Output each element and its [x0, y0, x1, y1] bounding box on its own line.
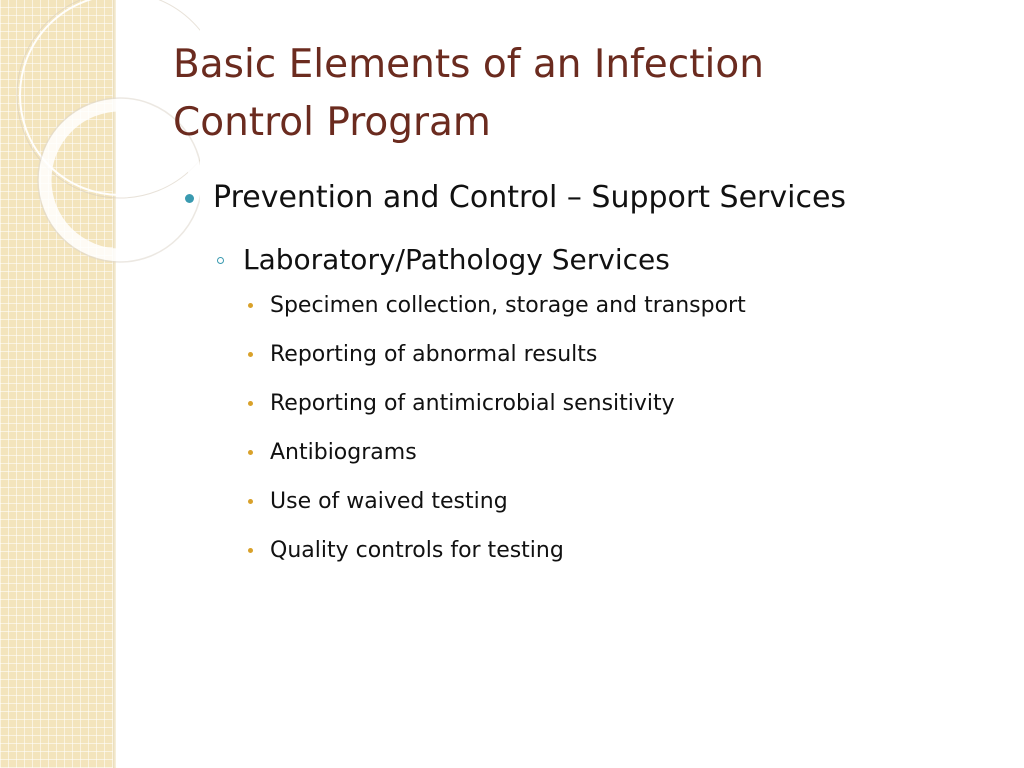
list-item [185, 288, 965, 337]
list-item [185, 533, 965, 582]
bullet-level3-list [185, 288, 965, 582]
bullet-level2-item [185, 238, 965, 282]
title-line-1: Basic Elements of an Infection [173, 42, 764, 87]
small-dot-icon [248, 548, 253, 553]
list-item-text: Quality controls for testing [270, 538, 564, 563]
list-item-text: Specimen collection, storage and transport [270, 293, 746, 318]
list-item [185, 386, 965, 435]
bullet-level2-text: Laboratory/Pathology Services [243, 243, 670, 276]
small-dot-icon [248, 450, 253, 455]
decorative-side-band [0, 0, 113, 768]
list-item-text: Antibiograms [270, 440, 417, 465]
slide-title [173, 36, 973, 152]
list-item [185, 337, 965, 386]
list-item-text: Reporting of abnormal results [270, 342, 598, 367]
list-item [185, 484, 965, 533]
bullet-level1-text: Prevention and Control – Support Services [213, 180, 847, 215]
list-item-text: Use of waived testing [270, 489, 508, 514]
bullet-level1-item [185, 172, 965, 224]
slide-body [185, 172, 965, 582]
list-item [185, 435, 965, 484]
title-line-2: Control Program [173, 100, 491, 145]
small-dot-icon [248, 499, 253, 504]
hollow-circle-icon [217, 257, 224, 264]
side-band-edge [113, 0, 116, 768]
filled-circle-icon [185, 194, 194, 203]
small-dot-icon [248, 303, 253, 308]
small-dot-icon [248, 352, 253, 357]
list-item-text: Reporting of antimicrobial sensitivity [270, 391, 675, 416]
small-dot-icon [248, 401, 253, 406]
